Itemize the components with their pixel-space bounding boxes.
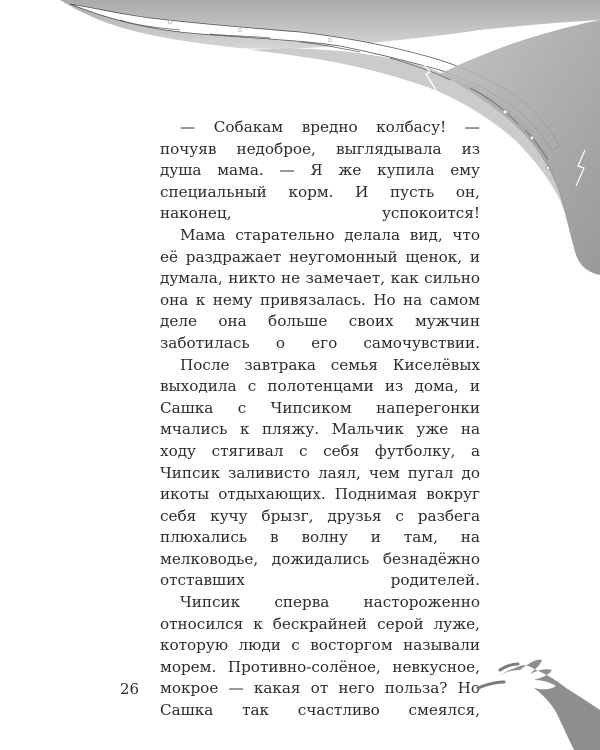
paragraph: — Собакам вредно колбасу! — почуяв недоброе, выглядывала из душа мама. — Я же купила ему специальный корм. И пусть он, наконец, успокоится! xyxy=(160,118,480,223)
hand-illustration xyxy=(470,640,600,750)
paragraph: Чипсик сперва настороженно относился к бескрайней серой луже, которую люди с восторгом называли морем. Противно-солёное, невкусное, мокрое — какая от него польза? Но Сашка так счастливо смеялся, xyxy=(160,593,480,720)
paragraph: Мама старательно делала вид, что её раздражает неугомонный щенок, и думала, никто не замечает, как сильно она к нему привязалась. Но на самом деле она больше своих мужчин заботилась о его самочувствии. xyxy=(160,225,480,352)
page-number: 26 xyxy=(120,680,140,698)
paragraph: После завтрака семья Киселёвых выходила с полотенцами из дома, и Сашка с Чипсиком наперегонки мчались к пляжу. Мальчик уже на ходу стягивал с себя футболку, а Чипсик заливисто лаял, чем пугал до икоты отдыхающих. Поднимая вокруг себя кучу брызг, друзья с разбега плюхались в волну и там, на мелководье, дожидались безнадёжно отставших родителей. xyxy=(160,355,480,590)
main-text xyxy=(160,117,480,722)
